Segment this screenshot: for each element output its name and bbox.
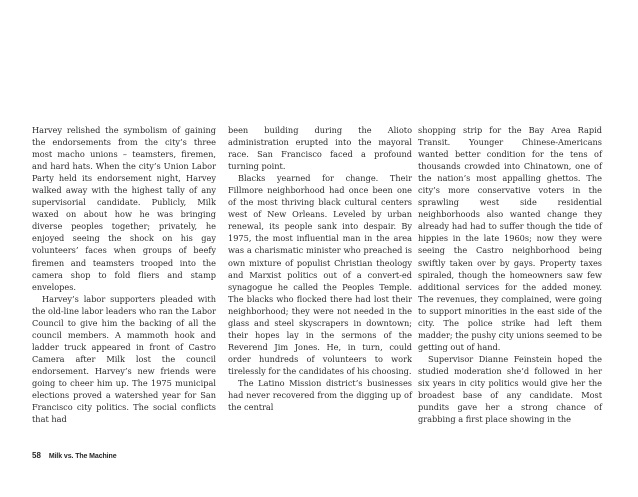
text-column-3 (418, 124, 602, 425)
paragraph: Harvey’s labor supporters pleaded with the old-line labor leaders who ran the Labor Council to give him the backing of all the council members. A mammoth hook and ladder truck appeared in front of Castro Camera after Milk lost the council endorsement. Harvey’s new friends were going to cheer him up. The 1975 municipal elections proved a watershed year for San Francisco city politics. The social conflicts that had (32, 293, 216, 425)
paragraph: Supervisor Dianne Feinstein hoped the studied moderation she’d followed in her six years in city politics would give her the broadest base of any candidate. Most pundits gave her a strong chance of grabbing a first place showing in the (418, 353, 602, 425)
page-number: 58 (32, 451, 41, 460)
text-column-2 (228, 124, 412, 413)
page-footer (32, 451, 117, 460)
paragraph: The Latino Mission district’s businesses had never recovered from the digging up of the central (228, 377, 412, 413)
paragraph: Harvey relished the symbolism of gaining the endorsements from the city’s three most macho unions – teamsters, firemen, and hard hats. When the city’s Union Labor Party held its endorsement night, Harvey walked away with the highest tally of any supervisorial candidate. Publicly, Milk waxed on about how he was bringing diverse peoples together; privately, he enjoyed seeing the shock on his gay volunteers’ faces when groups of beefy firemen and teamsters trooped into the camera shop to fold fliers and stamp envelopes. (32, 125, 216, 292)
paragraph: Blacks yearned for change. Their Fillmore neighborhood had once been one of the most thriving black cultural centers west of New Orleans. Leveled by urban renewal, its people sank into despair. By 1975, the most influential man in the area was a charismatic minister who preached is own mixture of populist Christian theology and Marxist politics out of a convert-ed synagogue he called the Peoples Temple. The blacks who flocked there had lost their neighborhood; they were not needed in the glass and steel skyscrapers in downtown; their hopes lay in the sermons of the Reverend Jim Jones. He, in turn, could order hundreds of volunteers to work tirelessly for the candidates of his choosing. (228, 173, 412, 376)
text-column-1 (32, 124, 216, 425)
paragraph: shopping strip for the Bay Area Rapid Transit. Younger Chinese-Americans wanted better condition for the tens of thousands crowded into Chinatown, one of the nation’s most appalling ghettos. The city’s more conservative voters in the sprawling west side residential neighborhoods also wanted change they already had had to suffer though the tide of hippies in the late 1960s; now they were seeing the Castro neighborhood being swiftly taken over by gays. Property taxes spiraled, though the homeowners saw few additional services for the added money. The revenues, they complained, were going to support minorities in the east side of the city. The police strike had left them madder; the pushy city unions seemed to be getting out of hand. (418, 125, 602, 352)
paragraph: been building during the Alioto administration erupted into the mayoral race. San Francisco faced a profound turning point. (228, 125, 412, 172)
running-title: Milk vs. The Machine (48, 453, 117, 460)
